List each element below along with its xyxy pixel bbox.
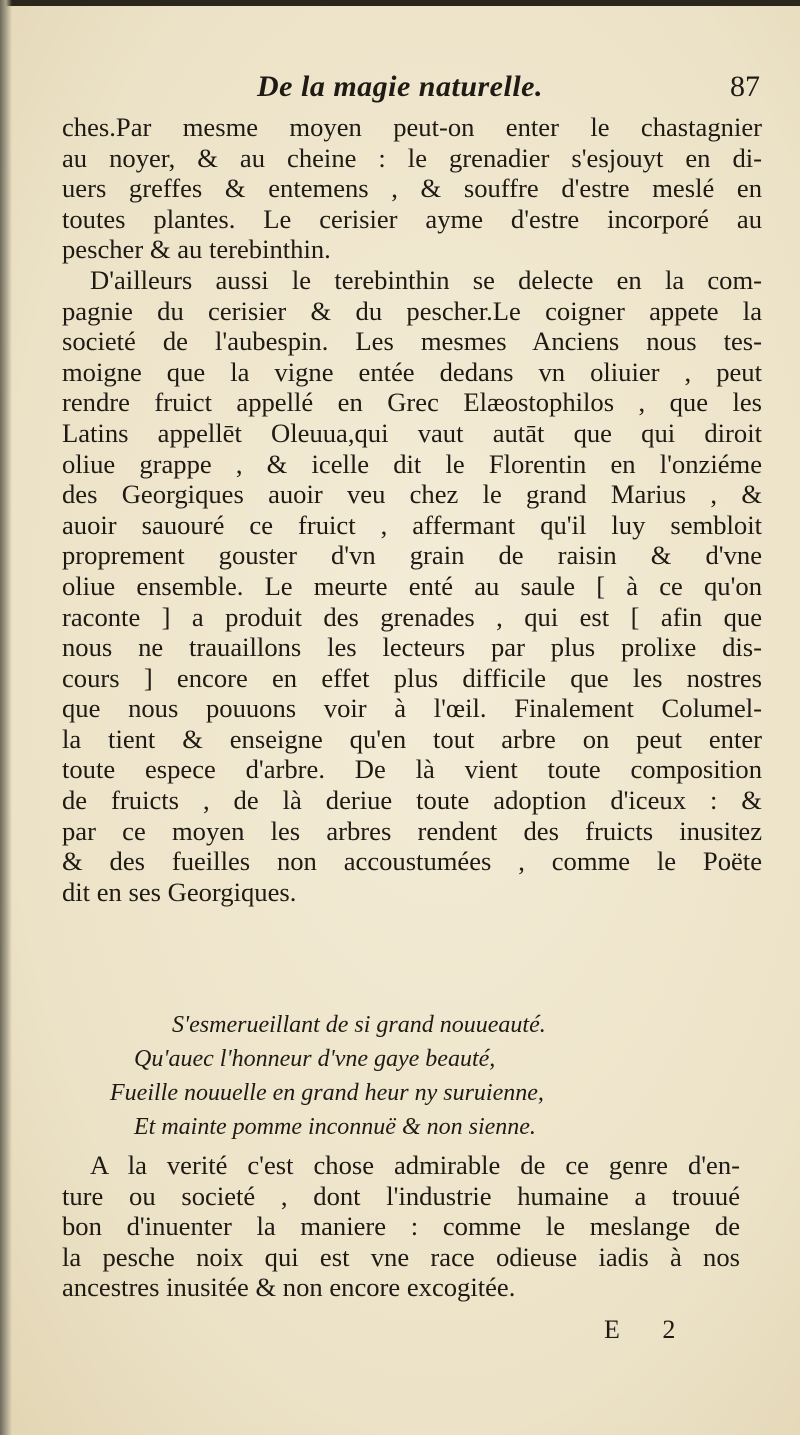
text-line: ture ou societé , dont l'industrie humaine a trouué — [62, 1180, 740, 1211]
text-line: que nous pouuons voir à l'œil. Finalement Columel- — [62, 693, 762, 724]
closing-paragraph — [62, 1150, 740, 1303]
text-line: nous ne trauaillons les lecteurs par plus prolixe dis- — [62, 632, 762, 663]
verse-line: Et mainte pomme inconnuë & non sienne. — [134, 1114, 536, 1140]
text-line: oliue ensemble. Le meurte enté au saule [ à ce qu'on — [62, 570, 762, 601]
text-line: A la verité c'est chose admirable de ce genre d'en- — [90, 1150, 740, 1180]
text-line: bon d'inuenter la maniere : comme le meslange de — [62, 1211, 740, 1242]
main-text — [62, 112, 762, 907]
text-line: rendre fruict appellé en Grec Elæostophilos , que les — [62, 387, 762, 418]
verse-line: Fueille nouuelle en grand heur ny suruienne, — [110, 1080, 544, 1106]
text-line: pescher & au terebinthin. — [62, 234, 331, 265]
signature-mark: E 2 — [604, 1315, 694, 1344]
text-line: uers greffes & entemens , & souffre d'estre meslé en — [62, 173, 762, 204]
text-line: pagnie du cerisier & du pescher.Le coigner appete la — [62, 295, 762, 326]
text-line: ancestres inusitée & non encore excogitée. — [62, 1272, 516, 1303]
text-line: & des fueilles non accoustumées , comme le Poëte — [62, 846, 762, 877]
text-line: la tient & enseigne qu'en tout arbre on peut enter — [62, 723, 762, 754]
text-line: ches.Par mesme moyen peut-on enter le chastagnier — [62, 112, 762, 142]
text-line: Latins appellēt Oleuua,qui vaut autāt que qui diroit — [62, 417, 762, 448]
running-title: De la magie naturelle. — [257, 70, 543, 103]
page-top-edge — [0, 0, 800, 6]
text-line: toutes plantes. Le cerisier ayme d'estre incorporé au — [62, 203, 762, 234]
page-header — [60, 70, 760, 114]
text-line: dit en ses Georgiques. — [62, 876, 297, 907]
text-line: raconte ] a produit des grenades , qui est [ afin que — [62, 601, 762, 632]
text-line: moigne que la vigne entée dedans vn oliuier , peut — [62, 356, 762, 387]
page-binding-edge — [0, 0, 12, 1435]
text-line: auoir sauouré ce fruict , affermant qu'il luy sembloit — [62, 509, 762, 540]
verse-quotation — [110, 1008, 710, 1144]
text-line: des Georgiques auoir veu chez le grand Marius , & — [62, 479, 762, 510]
text-line: au noyer, & au cheine : le grenadier s'esjouyt en di- — [62, 142, 762, 173]
text-line: cours ] encore en effet plus difficile que les nostres — [62, 662, 762, 693]
verse-line: S'esmerueillant de si grand nouueauté. — [172, 1012, 546, 1038]
page-number: 87 — [730, 70, 760, 103]
text-line: de fruicts , de là deriue toute adoption d'iceux : & — [62, 785, 762, 816]
text-line: par ce moyen les arbres rendent des fruicts inusitez — [62, 815, 762, 846]
text-line: oliue grappe , & icelle dit le Florentin en l'onziéme — [62, 448, 762, 479]
text-line: la pesche noix qui est vne race odieuse iadis à nos — [62, 1241, 740, 1272]
text-line: toute espece d'arbre. De là vient toute composition — [62, 754, 762, 785]
text-line: proprement gouster d'vn grain de raisin & d'vne — [62, 540, 762, 571]
text-line: societé de l'aubespin. Les mesmes Anciens nous tes- — [62, 326, 762, 357]
verse-line: Qu'auec l'honneur d'vne gaye beauté, — [134, 1046, 496, 1072]
text-line: D'ailleurs aussi le terebinthin se delecte en la com- — [90, 264, 762, 295]
